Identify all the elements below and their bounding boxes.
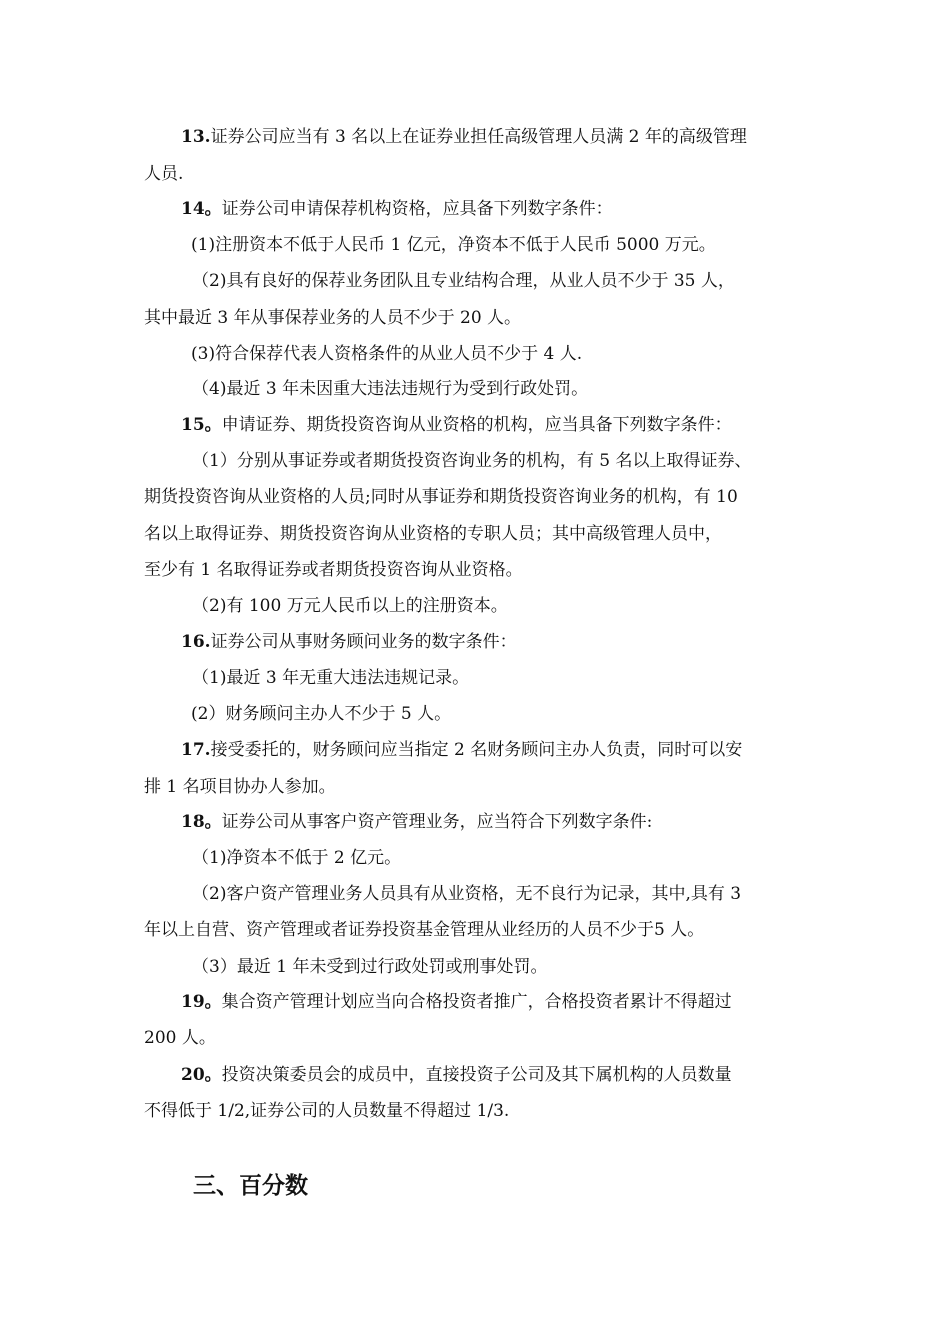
item-14-sub-1: (1)注册资本不低于人民币 1 亿元，净资本不低于人民币 5000 万元。 [191, 235, 716, 255]
item-14-sub-2-line-1: （2)具有良好的保荐业务团队且专业结构合理，从业人员不少于 35 人， [192, 271, 735, 291]
item-15-line-1: 15。申请证券、期货投资咨询从业资格的机构，应当具备下列数字条件： [181, 415, 732, 435]
item-16-sub-1: （1)最近 3 年无重大违法违规记录。 [192, 668, 470, 688]
item-13-line-2: 人员. [144, 164, 184, 184]
item-15-sub-1-line-2: 期货投资咨询从业资格的人员;同时从事证券和期货投资咨询业务的机构，有 10 [144, 487, 738, 507]
item-number: 14。 [181, 199, 222, 219]
item-18-sub-3: （3）最近 1 年未受到过行政处罚或刑事处罚。 [192, 957, 548, 977]
item-16-sub-2: (2）财务顾问主办人不少于 5 人。 [191, 704, 452, 724]
item-number: 15。 [181, 415, 222, 435]
item-number: 17. [181, 740, 211, 760]
item-19-line-1: 19。集合资产管理计划应当向合格投资者推广，合格投资者累计不得超过 [181, 992, 732, 1012]
item-14-sub-3: (3)符合保荐代表人资格条件的从业人员不少于 4 人. [191, 344, 583, 364]
section-heading: 三、百分数 [193, 1173, 308, 1199]
item-number: 20。 [181, 1065, 222, 1085]
item-15-sub-1-line-4: 至少有 1 名取得证券或者期货投资咨询从业资格。 [144, 560, 523, 580]
item-19-line-2: 200 人。 [144, 1028, 216, 1048]
item-15-sub-1-line-3: 名以上取得证券、期货投资咨询从业资格的专职人员；其中高级管理人员中， [144, 524, 722, 544]
item-number: 19。 [181, 992, 222, 1012]
item-15-sub-2: （2)有 100 万元人民币以上的注册资本。 [192, 596, 508, 616]
item-14-sub-2-line-2: 其中最近 3 年从事保荐业务的人员不少于 20 人。 [144, 308, 522, 328]
item-16-line-1: 16.证券公司从事财务顾问业务的数字条件： [181, 632, 517, 652]
item-number: 13. [181, 127, 211, 147]
item-18-sub-2-line-1: （2)客户资产管理业务人员具有从业资格，无不良行为记录，其中,具有 3 [192, 884, 742, 904]
item-20-line-2: 不得低于 1/2,证券公司的人员数量不得超过 1/3. [144, 1101, 510, 1121]
item-number: 18。 [181, 812, 222, 832]
item-14-sub-4: （4)最近 3 年未因重大违法违规行为受到行政处罚。 [192, 379, 589, 399]
item-17-line-2: 排 1 名项目协办人参加。 [144, 777, 336, 797]
item-18-sub-1: （1)净资本不低于 2 亿元。 [192, 848, 402, 868]
item-20-line-1: 20。投资决策委员会的成员中，直接投资子公司及其下属机构的人员数量 [181, 1065, 732, 1085]
item-number: 16. [181, 632, 211, 652]
item-18-line-1: 18。证券公司从事客户资产管理业务，应当符合下列数字条件: [181, 812, 653, 832]
item-15-sub-1-line-1: （1）分别从事证券或者期货投资咨询业务的机构，有 5 名以上取得证券、 [192, 451, 752, 471]
item-13-line-1: 13.证券公司应当有 3 名以上在证券业担任高级管理人员满 2 年的高级管理 [181, 127, 747, 147]
item-17-line-1: 17.接受委托的，财务顾问应当指定 2 名财务顾问主办人负责，同时可以安 [181, 740, 743, 760]
item-14-line-1: 14。证券公司申请保荐机构资格，应具备下列数字条件： [181, 199, 613, 219]
item-18-sub-2-line-2: 年以上自营、资产管理或者证券投资基金管理从业经历的人员不少于5 人。 [144, 920, 705, 940]
